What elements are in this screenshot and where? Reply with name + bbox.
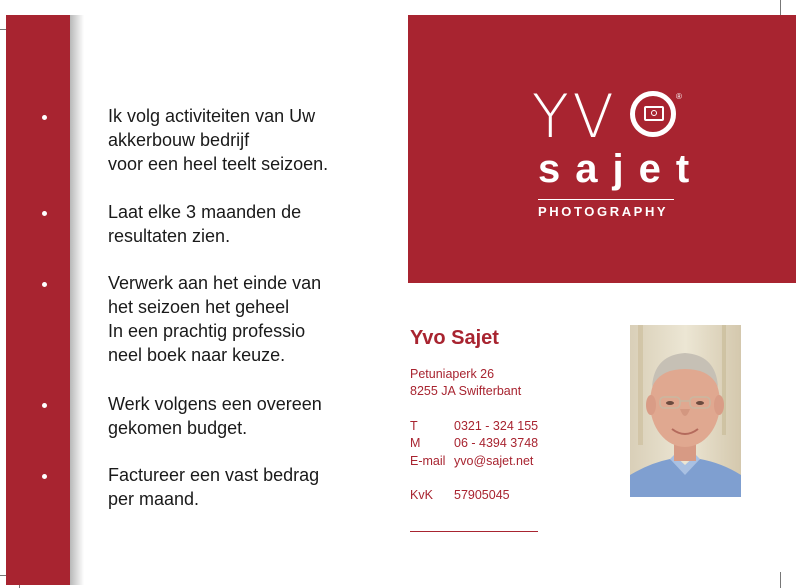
contact-name: Yvo Sajet xyxy=(410,327,499,349)
bullet-text-2: Laat elke 3 maanden de resultaten zien. xyxy=(108,202,302,246)
registered-mark: ® xyxy=(676,92,682,101)
address-line-1: Petuniaperk 26 xyxy=(410,367,495,381)
bullet-text-1: Ik volg activiteiten van Uw akkerbouw bedrijf voor een heel teelt seizoen. xyxy=(108,106,329,174)
bullet-dot xyxy=(42,403,47,408)
mobile-label: M xyxy=(410,436,421,450)
logo-photography-text: PHOTOGRAPHY xyxy=(538,204,669,219)
bullet-text-4: Werk volgens een overeen gekomen budget. xyxy=(108,394,322,438)
logo-divider xyxy=(538,199,674,200)
kvk-label: KvK xyxy=(410,488,433,502)
bullet-dot xyxy=(42,474,47,479)
bullet-dot xyxy=(42,115,47,120)
address-line-2: 8255 JA Swifterbant xyxy=(410,384,522,398)
mobile-value[interactable]: 06 - 4394 3748 xyxy=(454,436,539,450)
phone-value[interactable]: 0321 - 324 155 xyxy=(454,419,539,433)
logo-sajet-text: sajet xyxy=(538,147,705,191)
portrait-photo xyxy=(630,325,741,497)
contact-divider xyxy=(410,531,538,532)
logo-yvo-text: YV xyxy=(532,82,618,152)
email-label: E-mail xyxy=(410,454,446,468)
bullet-dot xyxy=(42,282,47,287)
kvk-value: 57905045 xyxy=(454,488,510,502)
stripe-shadow xyxy=(70,15,84,585)
crop-mark xyxy=(780,572,781,588)
left-red-stripe xyxy=(6,15,70,585)
bullet-text-5: Factureer een vast bedrag per maand. xyxy=(108,465,320,509)
bullet-dot xyxy=(42,211,47,216)
email-link[interactable]: yvo@sajet.net xyxy=(454,454,534,468)
bullet-text-3: Verwerk aan het einde van het seizoen het geheel In een prachtig professio neel boek naar keuze. xyxy=(108,273,322,365)
phone-label: T xyxy=(410,419,418,433)
